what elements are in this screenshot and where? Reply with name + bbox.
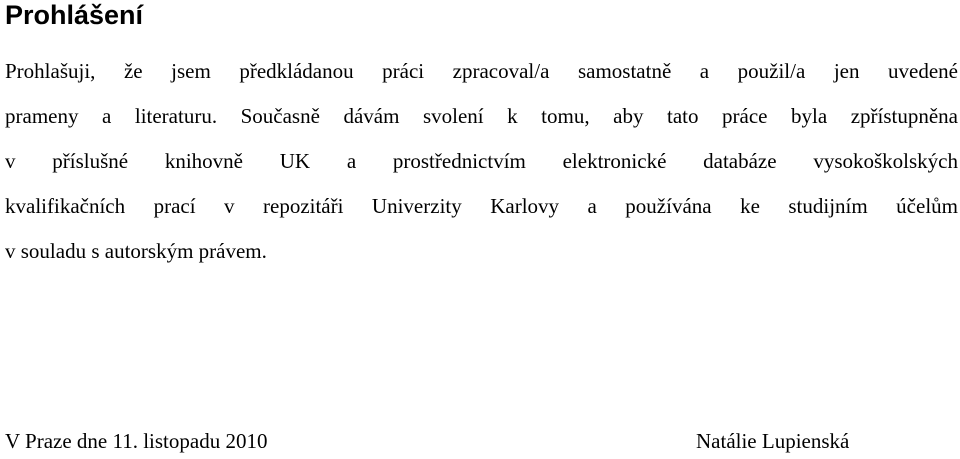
paragraph-line: v příslušné knihovně UK a prostřednictvím elektronické databáze vysokoškolských xyxy=(5,149,958,173)
author-name: Natálie Lupienská xyxy=(696,429,850,453)
page-title: Prohlášení xyxy=(5,0,144,30)
paragraph-line: prameny a literaturu. Současně dávám svolení k tomu, aby tato práce byla zpřístupněna xyxy=(5,104,958,128)
paragraph-line: kvalifikačních prací v repozitáři Univerzity Karlovy a používána ke studijním účelům xyxy=(5,194,958,218)
paragraph-line: v souladu s autorským právem. xyxy=(5,239,267,263)
declaration-paragraph xyxy=(5,49,958,274)
place-and-date: V Praze dne 11. listopadu 2010 xyxy=(5,429,268,453)
paragraph-line: Prohlašuji, že jsem předkládanou práci zpracoval/a samostatně a použil/a jen uvedené xyxy=(5,59,958,83)
